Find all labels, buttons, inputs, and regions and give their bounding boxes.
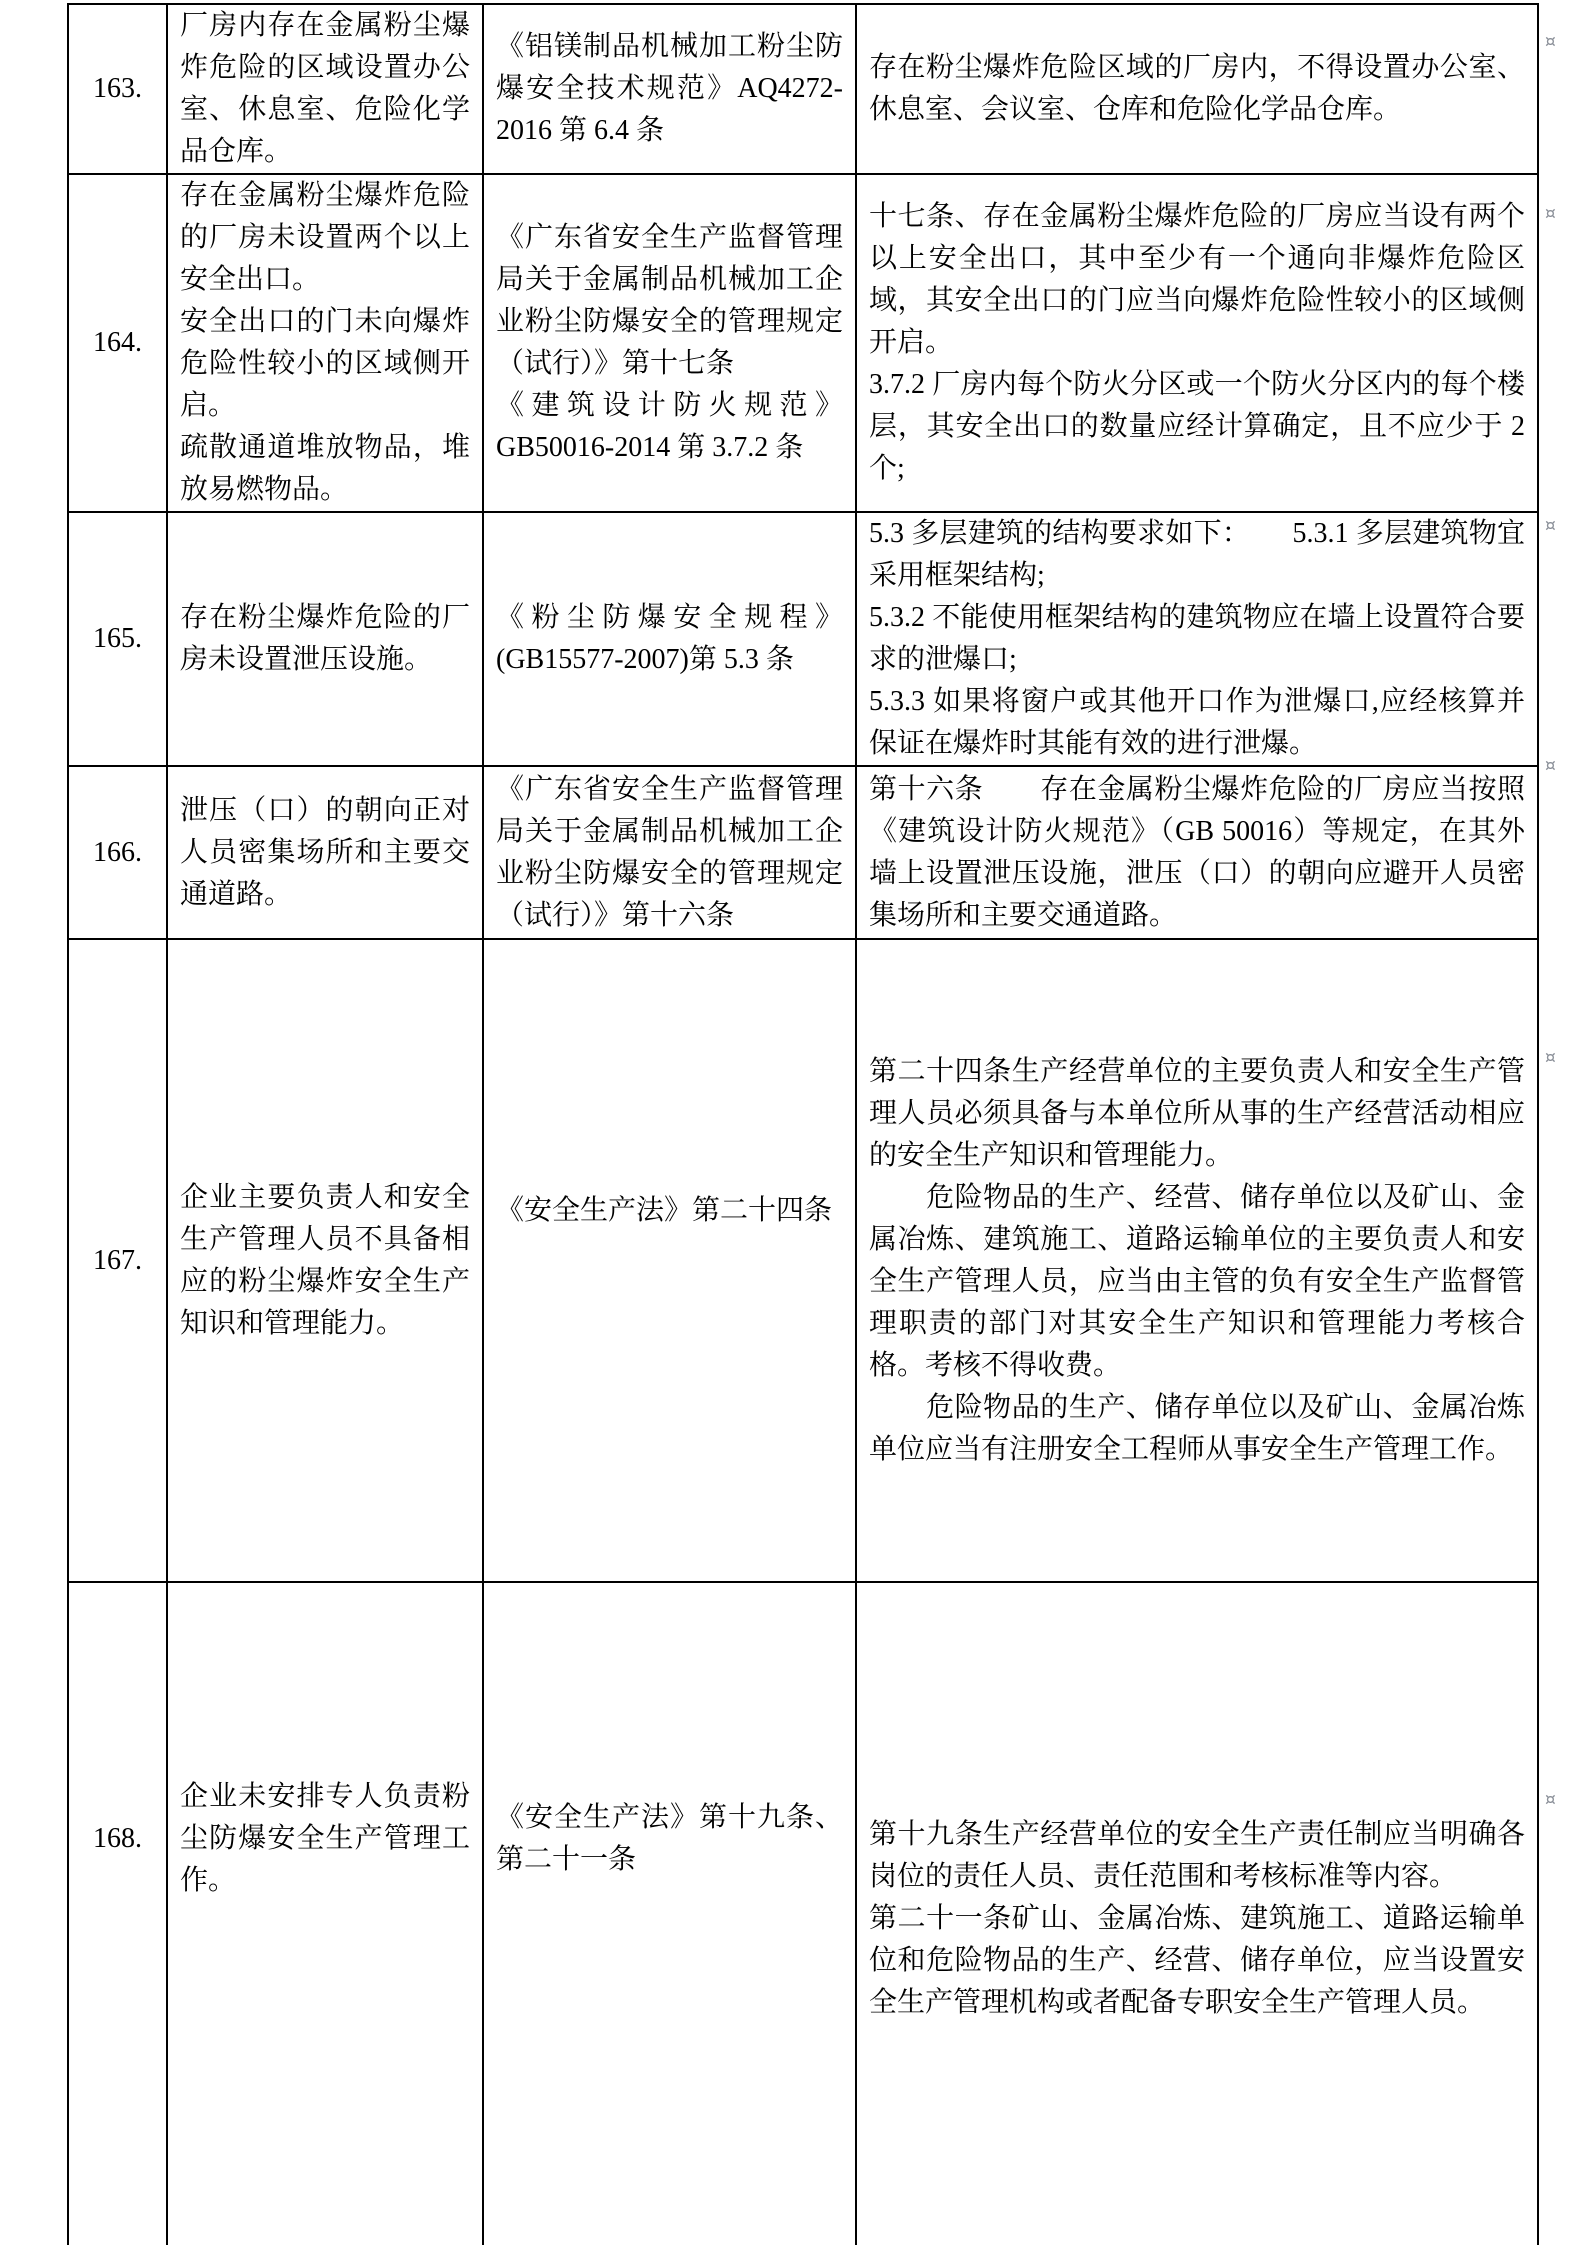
row-number-cell (68, 766, 167, 939)
row-number-cell (68, 4, 167, 174)
paragraph: 厂房内存在金属粉尘爆炸危险的区域设置办公室、休息室、危险化学品仓库。 (180, 10, 470, 167)
row-end-marker-icon: ¤ (1545, 204, 1556, 224)
problem-description-cell (167, 1582, 483, 2245)
paragraph: 企业未安排专人负责粉尘防爆安全生产管理工作。 (180, 1780, 470, 1896)
row-end-marker-icon: ¤ (1545, 1790, 1556, 1810)
table-row-165 (68, 512, 1538, 766)
legal-basis-cell (483, 512, 856, 766)
paragraph: 5.3.3 如果将窗户或其他开口作为泄爆口,应经核算并保证在爆炸时其能有效的进行泄爆。 (869, 686, 1525, 759)
row-number: 163. (93, 73, 142, 104)
problem-description-cell (167, 939, 483, 1582)
regulation-text-cell (856, 512, 1538, 766)
paragraph: 《安全生产法》第二十四条 (496, 1194, 833, 1226)
paragraph: 存在金属粉尘爆炸危险的厂房未设置两个以上安全出口。 (180, 180, 470, 295)
legal-basis-cell (483, 939, 856, 1582)
row-end-marker-icon: ¤ (1545, 1048, 1556, 1068)
paragraph: 十七条、存在金属粉尘爆炸危险的厂房应当设有两个以上安全出口，其中至少有一个通向非爆炸危险区域，其安全出口的门应当向爆炸危险性较小的区域侧开启。 (869, 201, 1525, 358)
paragraph: 第十六条 存在金属粉尘爆炸危险的厂房应当按照《建筑设计防火规范》（GB 50016）等规定，在其外墙上设置泄压设施，泄压（口）的朝向应避开人员密集场所和主要交通道路。 (869, 773, 1525, 931)
row-number: 168. (93, 1822, 142, 1854)
legal-basis-cell (483, 766, 856, 939)
problem-description-cell (167, 174, 483, 512)
row-end-marker-icon: ¤ (1545, 516, 1556, 536)
row-number: 164. (93, 327, 142, 358)
row-end-marker-icon: ¤ (1545, 32, 1556, 52)
legal-basis-cell (483, 1582, 856, 2245)
paragraph: 《铝镁制品机械加工粉尘防爆安全技术规范》AQ4272-2016 第 6.4 条 (496, 31, 843, 146)
paragraph: 3.7.2 厂房内每个防火分区或一个防火分区内的每个楼层，其安全出口的数量应经计算确定，且不应少于 2 个; (869, 369, 1525, 484)
paragraph: 存在粉尘爆炸危险的厂房未设置泄压设施。 (180, 602, 470, 675)
regulation-text-cell (856, 939, 1538, 1582)
row-number: 165. (93, 623, 142, 654)
legal-basis-cell (483, 4, 856, 174)
paragraph: 《建筑设计防火规范》GB50016-2014 第 3.7.2 条 (496, 390, 843, 463)
regulations-table (67, 3, 1539, 2245)
row-number: 167. (93, 1244, 142, 1276)
paragraph: 安全出口的门未向爆炸危险性较小的区域侧开启。 (180, 306, 470, 421)
row-number-cell (68, 512, 167, 766)
table-row-166 (68, 766, 1538, 939)
problem-description-cell (167, 512, 483, 766)
paragraph: 疏散通道堆放物品，堆放易燃物品。 (180, 432, 470, 505)
row-number-cell (68, 939, 167, 1582)
paragraph: 企业主要负责人和安全生产管理人员不具备相应的粉尘爆炸安全生产知识和管理能力。 (180, 1181, 470, 1339)
table-row-163 (68, 4, 1538, 174)
paragraph: 《广东省安全生产监督管理局关于金属制品机械加工企业粉尘防爆安全的管理规定（试行）》第十六条 (496, 773, 843, 931)
paragraph: 危险物品的生产、经营、储存单位以及矿山、金属冶炼、建筑施工、道路运输单位的主要负责人和安全生产管理人员，应当由主管的负有安全生产监督管理职责的部门对其安全生产知识和管理能力考核合格。考核不得收费。 (869, 1181, 1525, 1381)
paragraph: 第二十一条矿山、金属冶炼、建筑施工、道路运输单位和危险物品的生产、经营、储存单位，应当设置安全生产管理机构或者配备专职安全生产管理人员。 (869, 1902, 1525, 2018)
table-row-164 (68, 174, 1538, 512)
paragraph: 《安全生产法》第十九条、第二十一条 (496, 1801, 843, 1875)
regulation-text-cell (856, 766, 1538, 939)
paragraph: 5.3.2 不能使用框架结构的建筑物应在墙上设置符合要求的泄爆口; (869, 602, 1525, 675)
regulation-text-cell (856, 174, 1538, 512)
row-number-cell (68, 1582, 167, 2245)
table-row-168 (68, 1582, 1538, 2245)
regulation-text-cell (856, 1582, 1538, 2245)
paragraph: 危险物品的生产、储存单位以及矿山、金属冶炼单位应当有注册安全工程师从事安全生产管理工作。 (869, 1391, 1525, 1465)
row-end-marker-icon: ¤ (1545, 756, 1556, 776)
row-number-cell (68, 174, 167, 512)
problem-description-cell (167, 4, 483, 174)
problem-description-cell (167, 766, 483, 939)
paragraph: 5.3 多层建筑的结构要求如下： 5.3.1 多层建筑物宜采用框架结构; (869, 518, 1525, 591)
paragraph: 存在粉尘爆炸危险区域的厂房内，不得设置办公室、休息室、会议室、仓库和危险化学品仓库。 (869, 52, 1525, 125)
paragraph: 第二十四条生产经营单位的主要负责人和安全生产管理人员必须具备与本单位所从事的生产经营活动相应的安全生产知识和管理能力。 (869, 1055, 1525, 1171)
legal-basis-cell (483, 174, 856, 512)
paragraph: 第十九条生产经营单位的安全生产责任制应当明确各岗位的责任人员、责任范围和考核标准等内容。 (869, 1818, 1525, 1892)
regulation-text-cell (856, 4, 1538, 174)
table-row-167 (68, 939, 1538, 1582)
row-number: 166. (93, 836, 142, 868)
paragraph: 《广东省安全生产监督管理局关于金属制品机械加工企业粉尘防爆安全的管理规定（试行）》第十七条 (496, 222, 843, 379)
paragraph: 泄压（口）的朝向正对人员密集场所和主要交通道路。 (180, 794, 470, 910)
paragraph: 《粉尘防爆安全规程》(GB15577-2007)第 5.3 条 (496, 602, 843, 675)
